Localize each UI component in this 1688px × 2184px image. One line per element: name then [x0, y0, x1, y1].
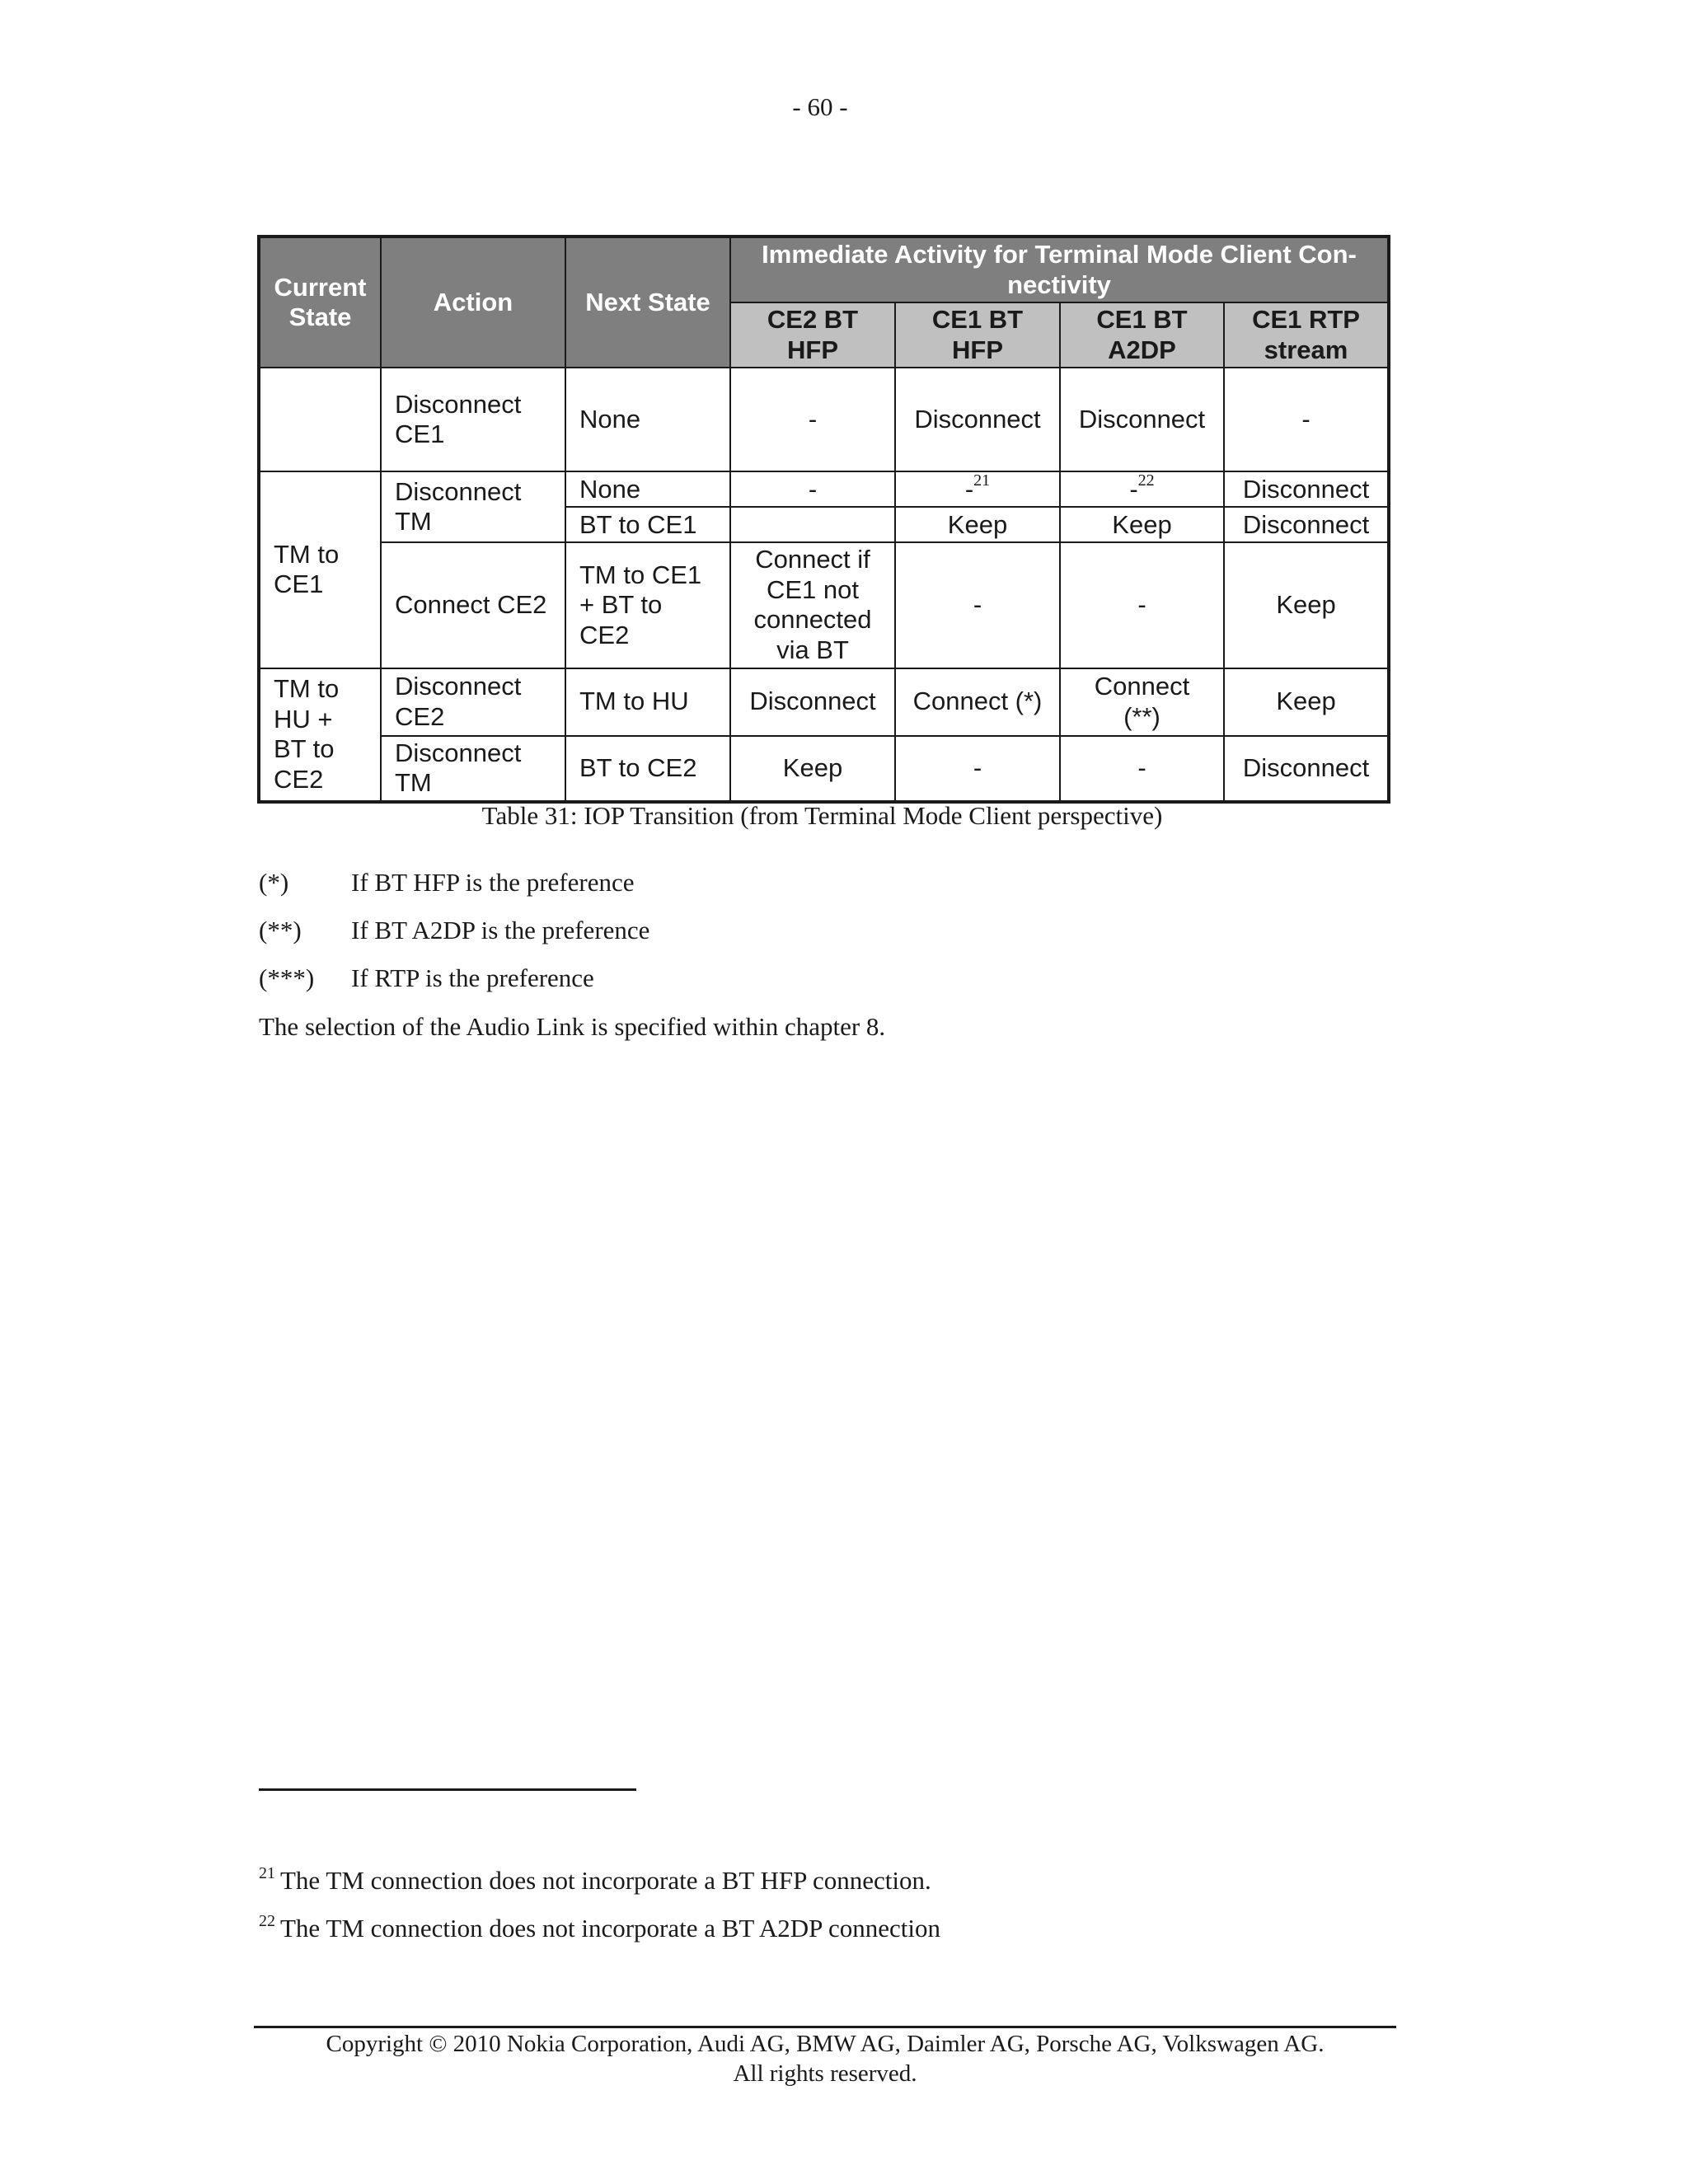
- note-text: If BT HFP is the preference: [351, 868, 635, 897]
- cell-next-state: None: [565, 368, 730, 471]
- cell-ce1-bt-a2dp: -: [1060, 542, 1224, 668]
- cell-ce1-rtp: -: [1224, 368, 1389, 471]
- cell-ce1-rtp: Keep: [1224, 668, 1389, 736]
- footnote: [259, 1866, 931, 1896]
- cell-ce1-bt-hfp: Keep: [895, 507, 1060, 542]
- cell-ce1-bt-a2dp: [1060, 471, 1224, 507]
- body-paragraph: The selection of the Audio Link is specified within chapter 8.: [259, 1012, 886, 1041]
- cell-action: Disconnect CE1: [381, 368, 565, 471]
- header-ce2-bt-hfp: CE2 BT HFP: [730, 302, 895, 368]
- cell-action: Disconnect TM: [381, 471, 565, 542]
- cell-ce2-bt-hfp: Connect if CE1 not connected via BT: [730, 542, 895, 668]
- cell-value: -: [1129, 474, 1138, 504]
- note-mark: (*): [259, 868, 289, 897]
- cell-ce1-bt-hfp: [895, 471, 1060, 507]
- cell-ce1-rtp: Keep: [1224, 542, 1389, 668]
- footer-divider: [254, 2026, 1396, 2028]
- table-row: [259, 471, 1389, 507]
- cell-action: Disconnect TM: [381, 736, 565, 802]
- note-item: [259, 916, 649, 945]
- cell-ce2-bt-hfp: [730, 507, 895, 542]
- cell-ce1-bt-hfp: -: [895, 736, 1060, 802]
- header-ce1-bt-hfp: CE1 BT HFP: [895, 302, 1060, 368]
- cell-ce1-bt-hfp: -: [895, 542, 1060, 668]
- note-mark: (**): [259, 916, 302, 944]
- table-row: [259, 542, 1389, 668]
- cell-next-state: BT to CE2: [565, 736, 730, 802]
- cell-ce1-bt-a2dp: Disconnect: [1060, 368, 1224, 471]
- cell-ce1-bt-a2dp: Keep: [1060, 507, 1224, 542]
- footnote: [259, 1914, 940, 1943]
- iop-transition-table: [257, 235, 1390, 804]
- footnote-ref-22: 22: [1137, 471, 1155, 490]
- cell-ce1-bt-hfp: Disconnect: [895, 368, 1060, 471]
- cell-value: -: [964, 474, 974, 504]
- cell-ce2-bt-hfp: Disconnect: [730, 668, 895, 736]
- note-mark: (***): [259, 963, 315, 992]
- note-text: If BT A2DP is the preference: [351, 916, 650, 944]
- cell-current-state: TM to CE1: [259, 471, 381, 668]
- cell-ce1-rtp: Disconnect: [1224, 736, 1389, 802]
- header-next-state: Next State: [565, 237, 730, 368]
- page-number: - 60 -: [792, 92, 848, 121]
- cell-next-state: TM to HU: [565, 668, 730, 736]
- footnote-text: The TM connection does not incorporate a BT A2DP connection: [280, 1914, 940, 1943]
- table-caption: Table 31: IOP Transition (from Terminal Mode Client perspective): [481, 801, 1163, 830]
- cell-ce1-bt-hfp: Connect (*): [895, 668, 1060, 736]
- cell-action: Connect CE2: [381, 542, 565, 668]
- footnote-text: The TM connection does not incorporate a BT HFP connection.: [280, 1866, 931, 1895]
- cell-next-state: TM to CE1 + BT to CE2: [565, 542, 730, 668]
- header-current-state: Current State: [259, 237, 381, 368]
- cell-action: Disconnect CE2: [381, 668, 565, 736]
- header-ce1-rtp-stream: CE1 RTP stream: [1224, 302, 1389, 368]
- table-row: [259, 668, 1389, 736]
- cell-next-state: None: [565, 471, 730, 507]
- rights-line: All rights reserved.: [733, 2060, 917, 2088]
- footnote-number: 22: [259, 1912, 275, 1930]
- table-row: [259, 736, 1389, 802]
- footnote-ref-21: 21: [973, 471, 991, 490]
- cell-ce1-rtp: Disconnect: [1224, 471, 1389, 507]
- cell-ce2-bt-hfp: -: [730, 368, 895, 471]
- table-row: [259, 368, 1389, 471]
- note-item: [259, 868, 634, 898]
- cell-ce1-bt-a2dp: -: [1060, 736, 1224, 802]
- cell-ce1-bt-a2dp: Connect (**): [1060, 668, 1224, 736]
- header-action: Action: [381, 237, 565, 368]
- cell-ce2-bt-hfp: -: [730, 471, 895, 507]
- copyright-footer: [254, 2029, 1396, 2089]
- note-text: If RTP is the preference: [351, 963, 594, 992]
- header-ce1-bt-a2dp: CE1 BT A2DP: [1060, 302, 1224, 368]
- note-item: [259, 963, 594, 993]
- copyright-line: Copyright © 2010 Nokia Corporation, Audi AG, BMW AG, Daimler AG, Porsche AG, Volkswagen AG.: [326, 2031, 1325, 2057]
- footnote-number: 21: [259, 1864, 275, 1882]
- footnote-divider: [259, 1788, 636, 1791]
- header-immediate-activity: Immediate Activity for Terminal Mode Client Con-nectivity: [730, 237, 1389, 302]
- cell-ce1-rtp: Disconnect: [1224, 507, 1389, 542]
- cell-ce2-bt-hfp: Keep: [730, 736, 895, 802]
- cell-next-state: BT to CE1: [565, 507, 730, 542]
- cell-current-state: [259, 368, 381, 471]
- cell-current-state: TM to HU + BT to CE2: [259, 668, 381, 802]
